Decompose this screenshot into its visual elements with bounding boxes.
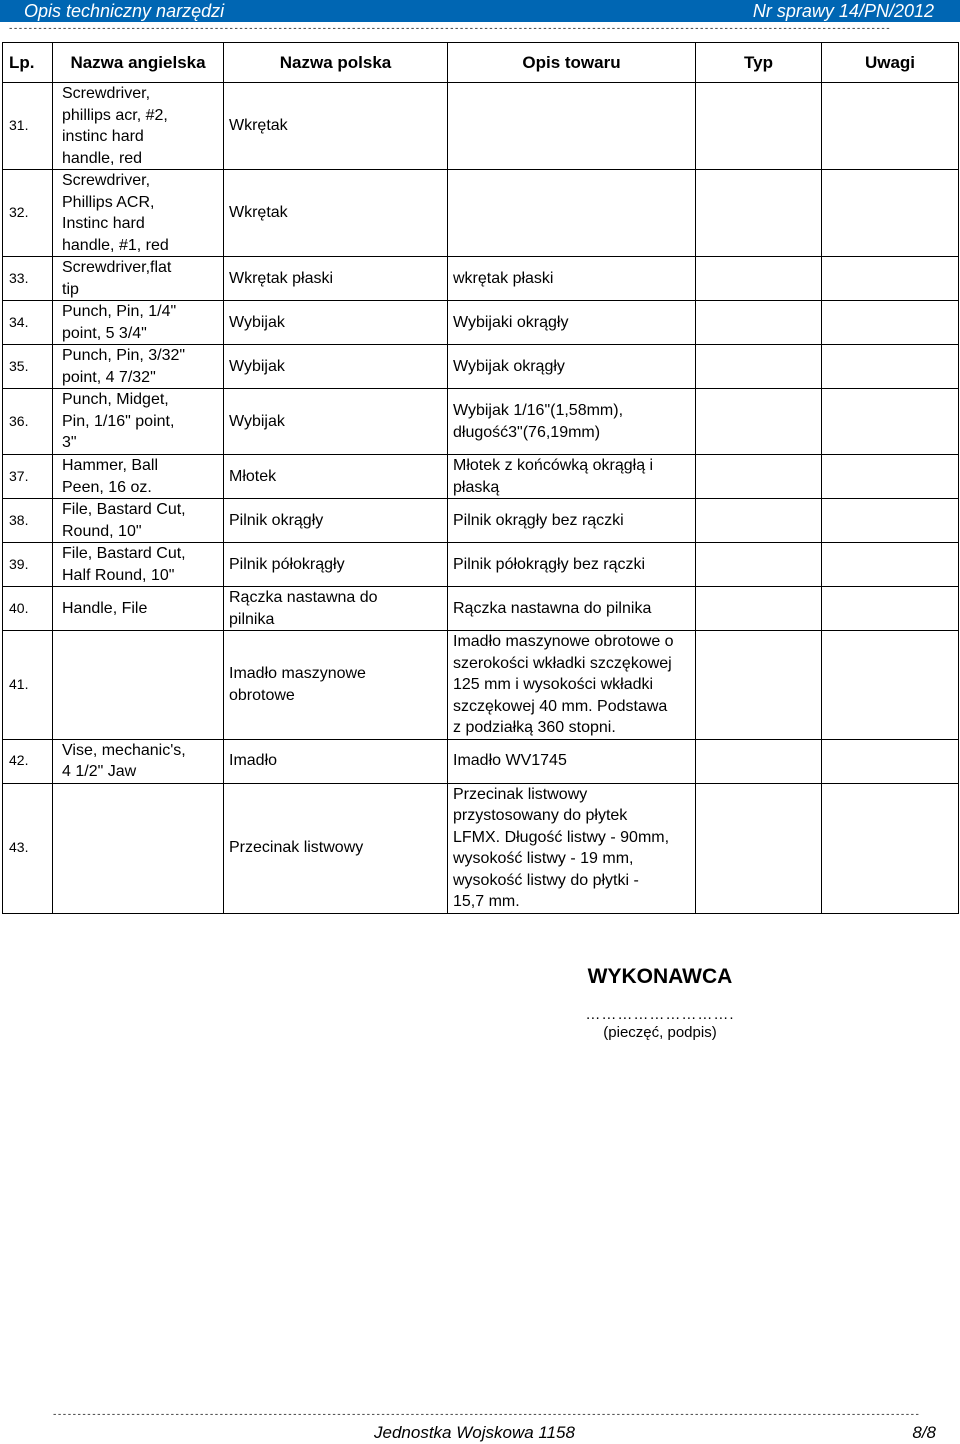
remarks-cell [822,301,959,345]
remarks-cell [822,783,959,913]
table-row [3,83,959,170]
row-number: 33. [3,257,53,301]
polish-name-cell: Wkrętak [224,83,448,170]
row-number: 35. [3,345,53,389]
remarks-cell [822,455,959,499]
type-cell [696,170,822,257]
footer-unit-name: Jednostka Wojskowa 1158 [374,1423,575,1442]
polish-name-cell: Przecinak listwowy [224,783,448,913]
polish-name-cell: Wybijak [224,345,448,389]
remarks-cell [822,345,959,389]
row-number: 43. [3,783,53,913]
table-row [3,257,959,301]
row-number: 34. [3,301,53,345]
table-row [3,170,959,257]
row-number: 32. [3,170,53,257]
header-bar [0,0,960,22]
type-cell [696,783,822,913]
table-row [3,345,959,389]
polish-name-cell: Pilnik okrągły [224,499,448,543]
row-number: 40. [3,587,53,631]
header-separator: ------------------------------------------------------------------------------------------------------------------------------------------------------------------------------------ [8,24,891,34]
type-cell [696,345,822,389]
table-row [3,631,959,740]
tools-table [2,42,959,914]
polish-name-cell: Młotek [224,455,448,499]
footer-separator: --------------------------------------------------------------------------------------------------------------------------------------------------------------------------------- [52,1410,920,1420]
polish-name-cell: Wybijak [224,301,448,345]
english-name-cell: Screwdriver, phillips acr, #2, instinc hard handle, red [53,83,224,170]
column-header-polish-name: Nazwa polska [224,43,448,83]
description-cell: Imadło maszynowe obrotowe o szerokości wkładki szczękowej 125 mm i wysokości wkładki szczękowej 40 mm. Podstawa z podziałką 360 stopni. [448,631,696,740]
description-cell: wkrętak płaski [448,257,696,301]
remarks-cell [822,499,959,543]
remarks-cell [822,543,959,587]
row-number: 37. [3,455,53,499]
row-number: 38. [3,499,53,543]
column-header-remarks: Uwagi [822,43,959,83]
description-cell: Rączka nastawna do pilnika [448,587,696,631]
case-number: Nr sprawy 14/PN/2012 [752,1,934,21]
description-cell: Wybijaki okrągły [448,301,696,345]
type-cell [696,83,822,170]
english-name-cell: Punch, Pin, 1/4" point, 5 3/4" [53,301,224,345]
remarks-cell [822,389,959,455]
document-title: Opis techniczny narzędzi [24,1,225,21]
type-cell [696,389,822,455]
english-name-cell: Punch, Midget, Pin, 1/16" point, 3" [53,389,224,455]
row-number: 41. [3,631,53,740]
remarks-cell [822,257,959,301]
column-header-lp: Lp. [3,43,53,83]
polish-name-cell: Imadło [224,739,448,783]
english-name-cell [53,783,224,913]
table-row [3,543,959,587]
type-cell [696,543,822,587]
type-cell [696,587,822,631]
english-name-cell: Vise, mechanic's, 4 1/2" Jaw [53,739,224,783]
row-number: 36. [3,389,53,455]
remarks-cell [822,631,959,740]
column-header-english-name: Nazwa angielska [53,43,224,83]
polish-name-cell: Imadło maszynowe obrotowe [224,631,448,740]
table-row [3,499,959,543]
description-cell: Przecinak listwowy przystosowany do płytek LFMX. Długość listwy - 90mm, wysokość listwy - 19 mm, wysokość listwy do płytki - 15,7 mm. [448,783,696,913]
page-number: 8/8 [912,1423,936,1442]
row-number: 31. [3,83,53,170]
polish-name-cell: Rączka nastawna do pilnika [224,587,448,631]
signature-line: ………………………. [585,1006,735,1023]
row-number: 39. [3,543,53,587]
description-cell [448,83,696,170]
description-cell: Pilnik półokrągły bez rączki [448,543,696,587]
type-cell [696,301,822,345]
description-cell: Młotek z końcówką okrągłą i płaską [448,455,696,499]
signature-block [560,962,760,1042]
english-name-cell [53,631,224,740]
table-row [3,739,959,783]
description-cell: Wybijak 1/16"(1,58mm), długość3"(76,19mm) [448,389,696,455]
table-header-row [3,43,959,83]
polish-name-cell: Wybijak [224,389,448,455]
remarks-cell [822,587,959,631]
polish-name-cell: Wkrętak płaski [224,257,448,301]
column-header-type: Typ [696,43,822,83]
polish-name-cell: Wkrętak [224,170,448,257]
english-name-cell: Hammer, Ball Peen, 16 oz. [53,455,224,499]
column-header-description: Opis towaru [448,43,696,83]
type-cell [696,257,822,301]
type-cell [696,739,822,783]
table-row [3,587,959,631]
remarks-cell [822,170,959,257]
remarks-cell [822,739,959,783]
contractor-label: WYKONAWCA [587,965,733,988]
english-name-cell: Handle, File [53,587,224,631]
type-cell [696,631,822,740]
english-name-cell: Screwdriver,flat tip [53,257,224,301]
english-name-cell: File, Bastard Cut, Half Round, 10" [53,543,224,587]
table-row [3,301,959,345]
type-cell [696,499,822,543]
signature-note: (pieczęć, podpis) [603,1024,717,1041]
remarks-cell [822,83,959,170]
polish-name-cell: Pilnik półokrągły [224,543,448,587]
english-name-cell: File, Bastard Cut, Round, 10" [53,499,224,543]
type-cell [696,455,822,499]
description-cell: Wybijak okrągły [448,345,696,389]
table-row [3,455,959,499]
description-cell [448,170,696,257]
english-name-cell: Punch, Pin, 3/32" point, 4 7/32" [53,345,224,389]
table-row [3,783,959,913]
description-cell: Imadło WV1745 [448,739,696,783]
table-row [3,389,959,455]
english-name-cell: Screwdriver, Phillips ACR, Instinc hard handle, #1, red [53,170,224,257]
description-cell: Pilnik okrągły bez rączki [448,499,696,543]
row-number: 42. [3,739,53,783]
